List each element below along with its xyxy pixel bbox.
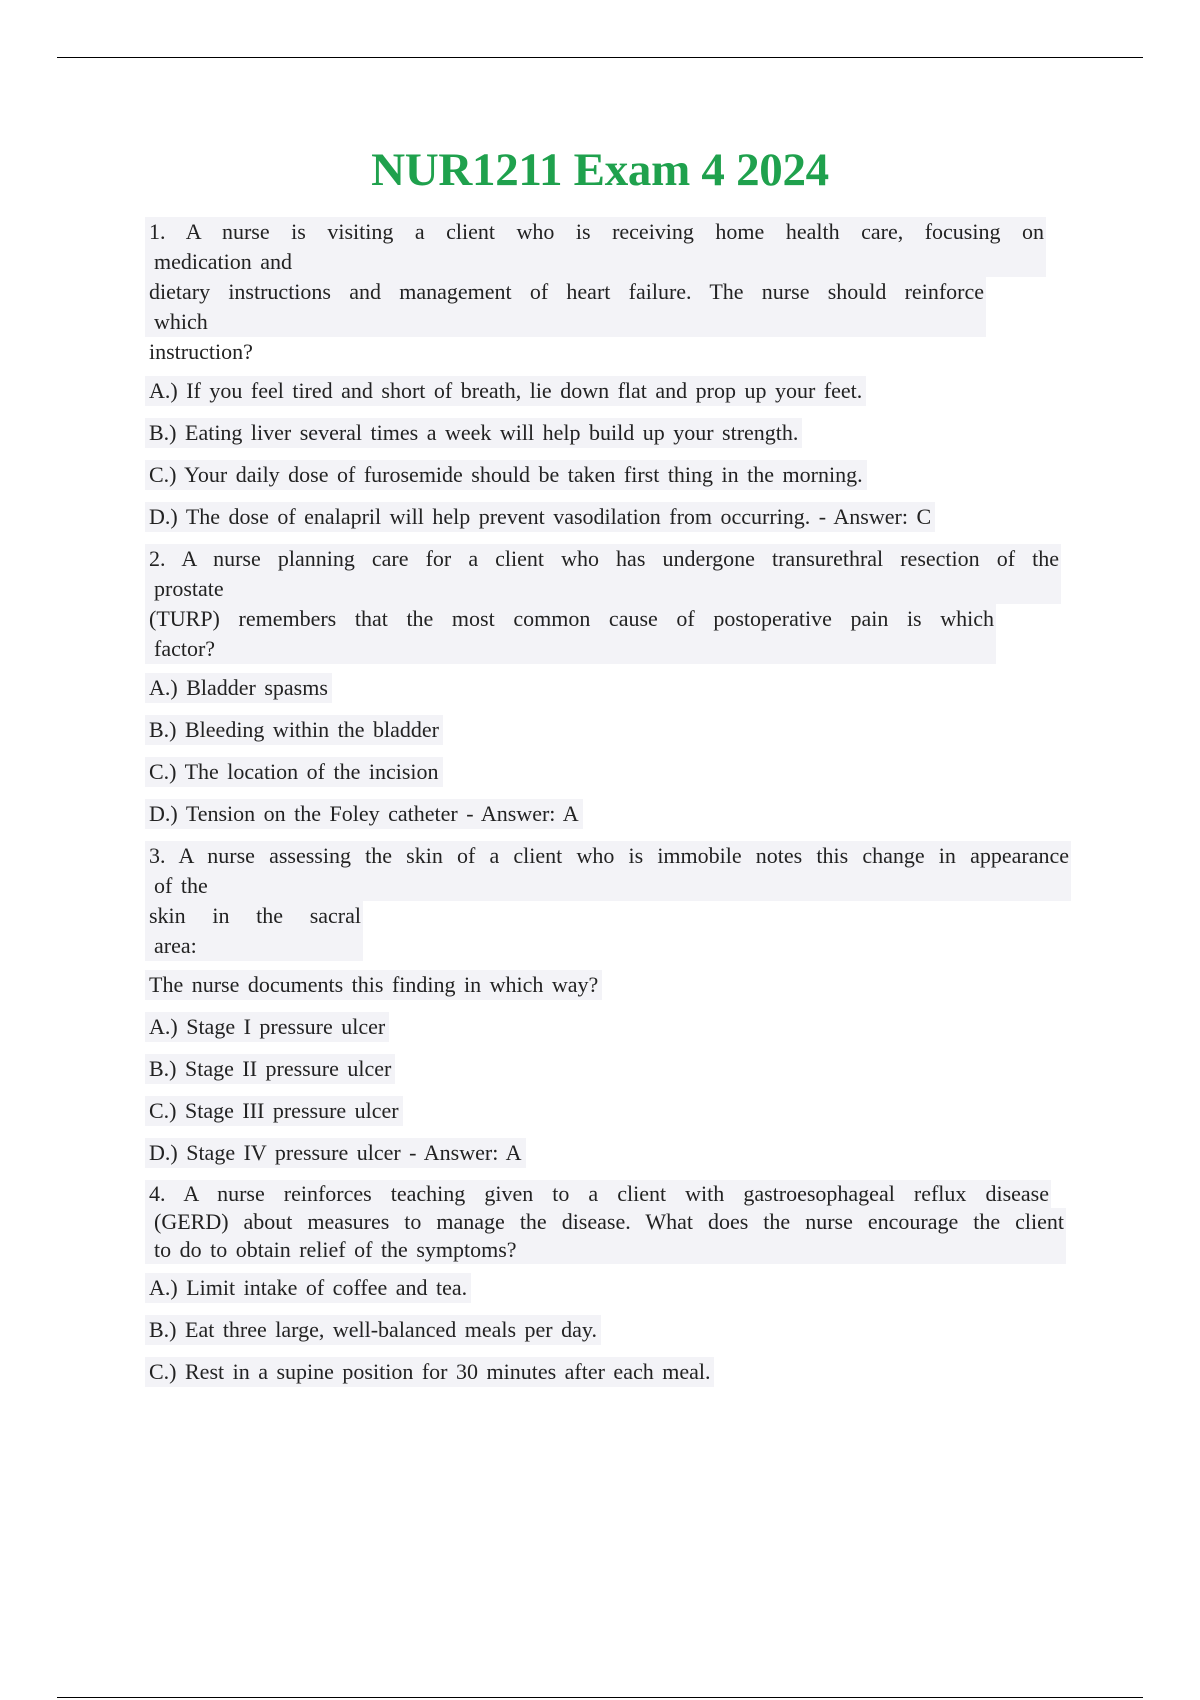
question-line: dietary instructions and management of heart failure. The nurse should reinforce xyxy=(149,279,984,304)
footer-rule xyxy=(57,1697,1143,1698)
document-body xyxy=(145,217,1075,1399)
answer-option: B.) Eat three large, well-balanced meals per day. xyxy=(145,1315,1075,1345)
header-rule xyxy=(57,57,1143,58)
question-line: (TURP) remembers that the most common cause of postoperative pain is which xyxy=(149,606,994,631)
question-followup: The nurse documents this finding in which way? xyxy=(145,970,1075,1000)
question-line: 2. A nurse planning care for a client who has undergone transurethral resection of the xyxy=(149,546,1059,571)
question-line: 3. A nurse assessing the skin of a client who is immobile notes this change in appearance xyxy=(149,843,1069,868)
question-line: instruction? xyxy=(149,339,253,364)
question-text-shade xyxy=(145,217,1046,277)
answer-option: D.) The dose of enalapril will help prevent vasodilation from occurring. - Answer: C xyxy=(145,502,1075,532)
answer-option: A.) Stage I pressure ulcer xyxy=(145,1012,1075,1042)
question-text-shade xyxy=(145,1208,1066,1264)
question-3 xyxy=(145,841,1075,961)
answer-option: B.) Stage II pressure ulcer xyxy=(145,1054,1075,1084)
question-line: (GERD) about measures to manage the disease. What does the nurse encourage the client xyxy=(154,1209,1064,1234)
question-line: prostate xyxy=(154,576,224,601)
question-text-shade xyxy=(145,1180,1051,1208)
question-line: medication and xyxy=(154,249,293,274)
question-line: to do to obtain relief of the symptoms? xyxy=(154,1237,517,1262)
answer-option: B.) Eating liver several times a week will help build up your strength. xyxy=(145,418,1075,448)
answer-option: C.) Rest in a supine position for 30 minutes after each meal. xyxy=(145,1357,1075,1387)
answer-option: C.) Stage III pressure ulcer xyxy=(145,1096,1075,1126)
answer-option: C.) The location of the incision xyxy=(145,757,1075,787)
question-line: factor? xyxy=(154,636,216,661)
question-2 xyxy=(145,544,1075,664)
answer-option: D.) Tension on the Foley catheter - Answer: A xyxy=(145,799,1075,829)
answer-option: B.) Bleeding within the bladder xyxy=(145,715,1075,745)
question-text-shade xyxy=(145,604,996,664)
question-text-shade xyxy=(145,841,1071,901)
answer-option: A.) If you feel tired and short of breath, lie down flat and prop up your feet. xyxy=(145,376,1075,406)
question-4 xyxy=(145,1180,1075,1264)
question-line: 4. A nurse reinforces teaching given to a client with gastroesophageal reflux disease xyxy=(149,1181,1049,1206)
answer-option: A.) Limit intake of coffee and tea. xyxy=(145,1273,1075,1303)
question-text-shade xyxy=(145,544,1061,604)
answer-option: D.) Stage IV pressure ulcer - Answer: A xyxy=(145,1138,1075,1168)
question-line: 1. A nurse is visiting a client who is receiving home health care, focusing on xyxy=(149,219,1044,244)
question-line: of the xyxy=(154,873,208,898)
question-line: skin in the sacral xyxy=(149,903,361,928)
page-title: NUR1211 Exam 4 2024 xyxy=(371,144,829,196)
question-text-shade xyxy=(145,277,986,337)
answer-option: C.) Your daily dose of furosemide should be taken first thing in the morning. xyxy=(145,460,1075,490)
question-1 xyxy=(145,217,1075,367)
question-line: which xyxy=(154,309,208,334)
answer-option: A.) Bladder spasms xyxy=(145,673,1075,703)
question-text-shade xyxy=(145,901,363,961)
question-line: area: xyxy=(154,933,197,958)
